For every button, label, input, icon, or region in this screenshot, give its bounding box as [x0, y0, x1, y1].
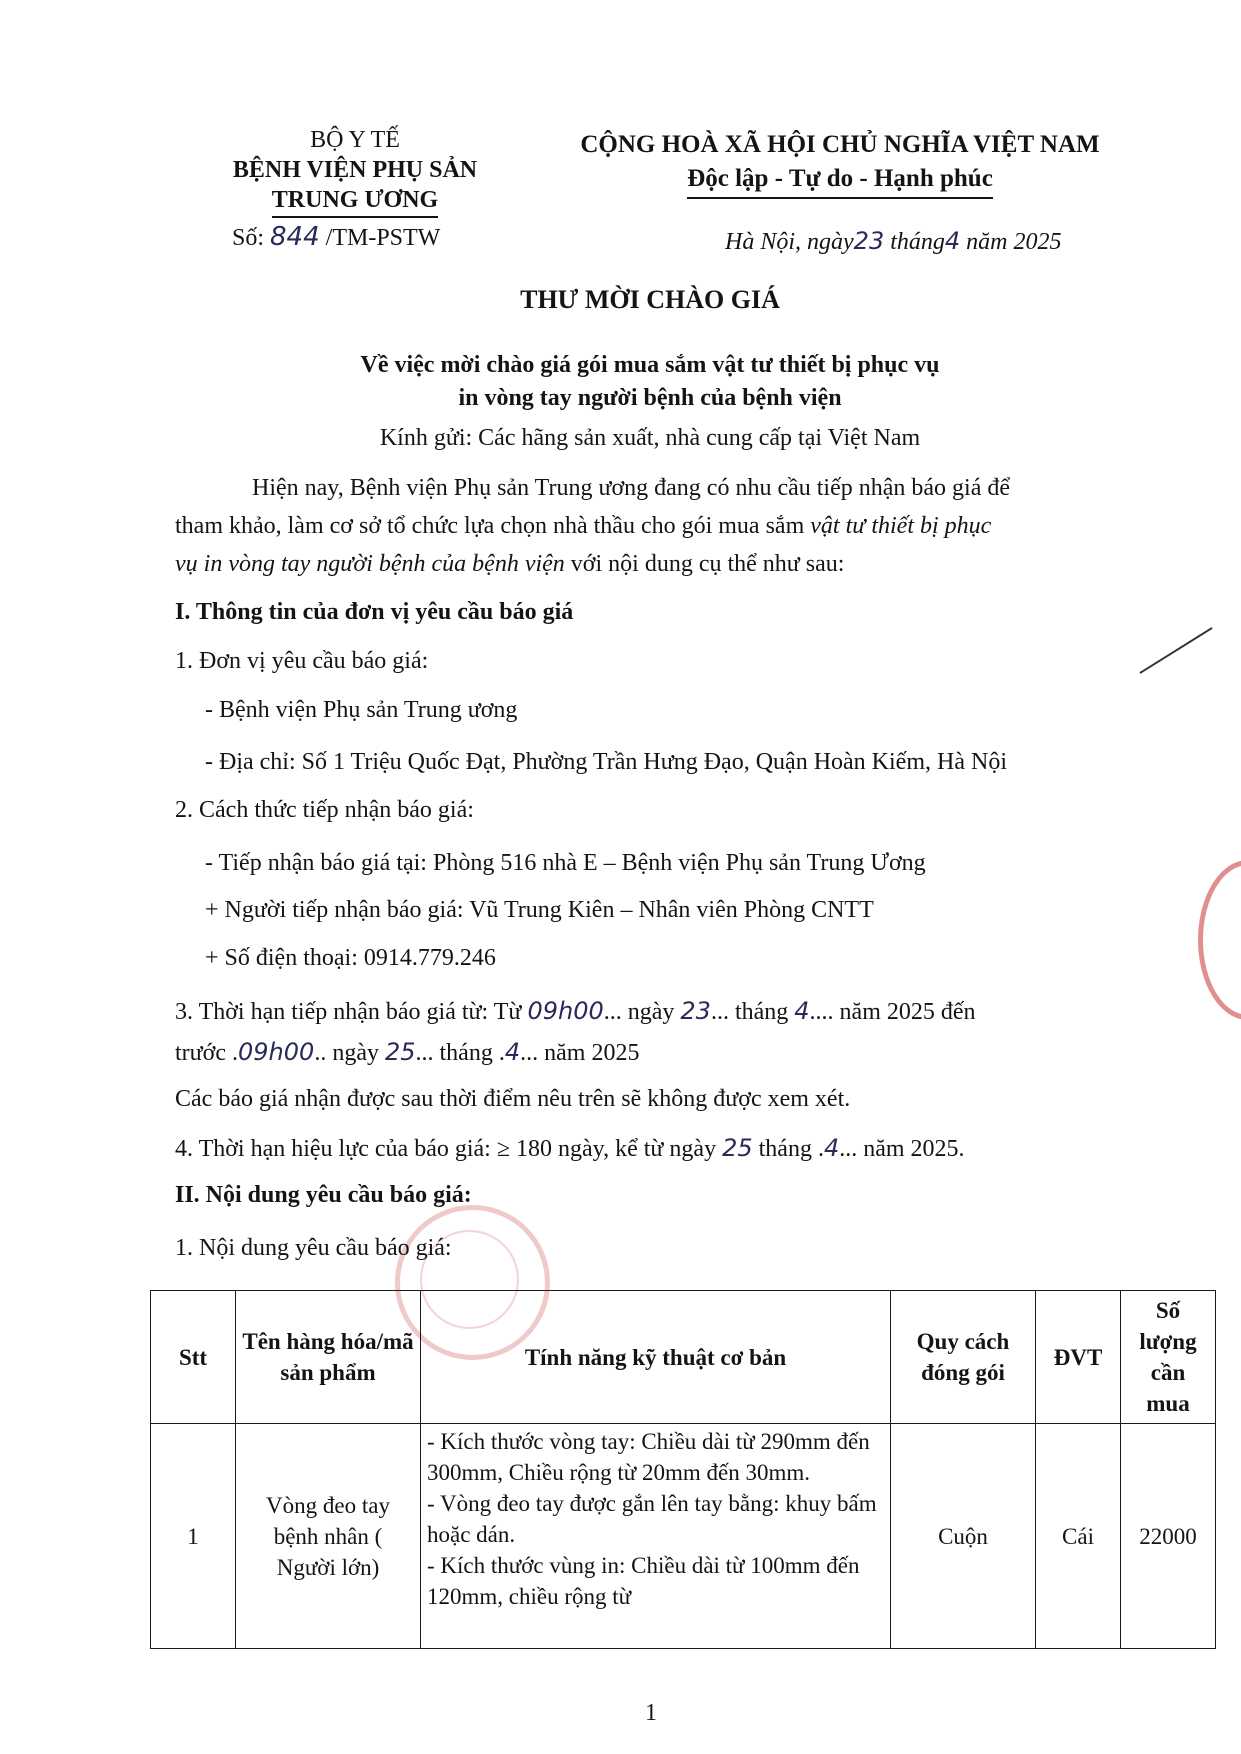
- intro-line3: [175, 551, 844, 578]
- document-number: [232, 222, 440, 252]
- section2-heading: II. Nội dung yêu cầu báo giá:: [175, 1182, 472, 1208]
- date-prefix: Hà Nội, ngày: [725, 229, 854, 255]
- hospital-name-line1: BỆNH VIỆN PHỤ SẢN: [232, 157, 478, 183]
- doc-no-prefix: Số:: [232, 225, 265, 251]
- document-title: THƯ MỜI CHÀO GIÁ: [520, 285, 780, 314]
- header-name: Tên hàng hóa/mã sản phẩm: [236, 1291, 421, 1424]
- country-name: CỘNG HOÀ XÃ HỘI CHỦ NGHĨA VIỆT NAM: [580, 131, 1100, 158]
- deadline-intro: 3. Thời hạn tiếp nhận báo giá từ: Từ: [175, 999, 522, 1025]
- ministry-name: BỘ Y TẾ: [310, 127, 400, 153]
- deadline-end-day: 25: [384, 1038, 416, 1066]
- intro-line2: [175, 513, 991, 540]
- deadline-text-h: ... năm 2025: [520, 1040, 640, 1066]
- deadline-text-e: trước .: [175, 1040, 239, 1066]
- cell-spec: [421, 1424, 891, 1649]
- deadline-line1: [175, 997, 976, 1026]
- intro-line3-text: với nội dung cụ thể như sau:: [564, 551, 845, 577]
- spec-line: - Kích thước vòng tay: Chiều dài từ 290mm đến 300mm, Chiều rộng từ 20mm đến 30mm.: [427, 1429, 870, 1485]
- date-month: 4: [944, 227, 961, 255]
- deadline-start-month: 4: [794, 997, 810, 1025]
- validity-line: [175, 1134, 965, 1163]
- deadline-end-time: 09h00: [238, 1038, 315, 1066]
- request-table: [150, 1290, 1216, 1649]
- header-spec: Tính năng kỹ thuật cơ bản: [421, 1291, 891, 1424]
- deadline-text-d: .... năm 2025 đến: [809, 999, 976, 1025]
- section1-heading: I. Thông tin của đơn vị yêu cầu báo giá: [175, 599, 574, 625]
- doc-no-suffix: /TM-PSTW: [325, 225, 441, 251]
- hospital-name-line2: TRUNG ƯƠNG: [272, 185, 438, 218]
- deadline-text-f: .. ngày: [314, 1040, 379, 1066]
- table-row: [151, 1424, 1216, 1649]
- date-line: [725, 227, 1062, 256]
- receiver-phone: + Số điện thoại: 0914.779.246: [205, 945, 496, 971]
- late-note: Các báo giá nhận được sau thời điểm nêu trên sẽ không được xem xét.: [175, 1086, 851, 1112]
- cell-unit: Cái: [1036, 1424, 1121, 1649]
- validity-intro: 4. Thời hạn hiệu lực của báo giá: ≥ 180 ngày, kể từ ngày: [175, 1136, 717, 1162]
- cell-stt: 1: [151, 1424, 236, 1649]
- recipient-line: Kính gửi: Các hãng sản xuất, nhà cung cấp tại Việt Nam: [379, 425, 921, 451]
- subject-line2: in vòng tay người bệnh của bệnh viện: [458, 385, 842, 411]
- deadline-end-month: 4: [504, 1038, 521, 1066]
- header-packing: Quy cách đóng gói: [891, 1291, 1036, 1424]
- header-right: [555, 128, 1125, 199]
- receiver-name: + Người tiếp nhận báo giá: Vũ Trung Kiên – Nhân viên Phòng CNTT: [205, 897, 874, 923]
- deadline-text-b: ... ngày: [603, 999, 675, 1025]
- table-header-row: [151, 1291, 1216, 1424]
- spec-line: - Kích thước vùng in: Chiều dài từ 100mm đến 120mm, chiều rộng từ: [427, 1553, 860, 1609]
- validity-month: 4: [823, 1134, 840, 1162]
- header-unit: ĐVT: [1036, 1291, 1121, 1424]
- requesting-unit: - Bệnh viện Phụ sản Trung ương: [205, 697, 518, 723]
- date-day: 23: [853, 227, 885, 255]
- red-stamp-edge: [1198, 860, 1241, 1020]
- deadline-start-time: 09h00: [527, 997, 604, 1025]
- deadline-text-c: ... tháng: [710, 999, 789, 1025]
- address-line: - Địa chỉ: Số 1 Triệu Quốc Đạt, Phường Trần Hưng Đạo, Quận Hoàn Kiếm, Hà Nội: [205, 749, 1007, 775]
- section2-item1: 1. Nội dung yêu cầu báo giá:: [175, 1235, 452, 1261]
- intro-line3-italic: vụ in vòng tay người bệnh của bệnh viện: [175, 551, 565, 577]
- receiving-place: - Tiếp nhận báo giá tại: Phòng 516 nhà E – Bệnh viện Phụ sản Trung Ương: [205, 850, 926, 876]
- cell-name: Vòng đeo tay bệnh nhân ( Người lớn): [236, 1424, 421, 1649]
- spec-line: - Vòng đeo tay được gắn lên tay bằng: khuy bấm hoặc dán.: [427, 1491, 877, 1547]
- page-number: 1: [645, 1700, 657, 1726]
- pen-stroke: [1139, 627, 1212, 674]
- section1-item2: 2. Cách thức tiếp nhận báo giá:: [175, 797, 474, 823]
- intro-line2-text: tham khảo, làm cơ sở tổ chức lựa chọn nhà thầu cho gói mua sắm: [175, 513, 811, 539]
- motto: Độc lập - Tự do - Hạnh phúc: [687, 162, 993, 199]
- deadline-text-g: ... tháng .: [415, 1040, 505, 1066]
- validity-text-b: tháng .: [758, 1136, 824, 1162]
- deadline-line2: [175, 1038, 639, 1067]
- header-left: [190, 125, 520, 218]
- intro-line1: Hiện nay, Bệnh viện Phụ sản Trung ương đang có nhu cầu tiếp nhận báo giá để: [252, 475, 1011, 501]
- section1-item1: 1. Đơn vị yêu cầu báo giá:: [175, 648, 429, 674]
- intro-line2-italic: vật tư thiết bị phục: [810, 513, 992, 539]
- date-month-label: tháng: [890, 229, 945, 255]
- header-qty: Số lượng cần mua: [1121, 1291, 1216, 1424]
- deadline-start-day: 23: [680, 997, 711, 1025]
- subject-line1: Về việc mời chào giá gói mua sắm vật tư thiết bị phục vụ: [360, 352, 940, 378]
- date-year: năm 2025: [966, 229, 1062, 255]
- header-stt: Stt: [151, 1291, 236, 1424]
- doc-no-handwritten: 844: [270, 222, 320, 252]
- cell-qty: 22000: [1121, 1424, 1216, 1649]
- validity-text-c: ... năm 2025.: [839, 1136, 965, 1162]
- validity-day: 25: [722, 1134, 753, 1162]
- cell-packing: Cuộn: [891, 1424, 1036, 1649]
